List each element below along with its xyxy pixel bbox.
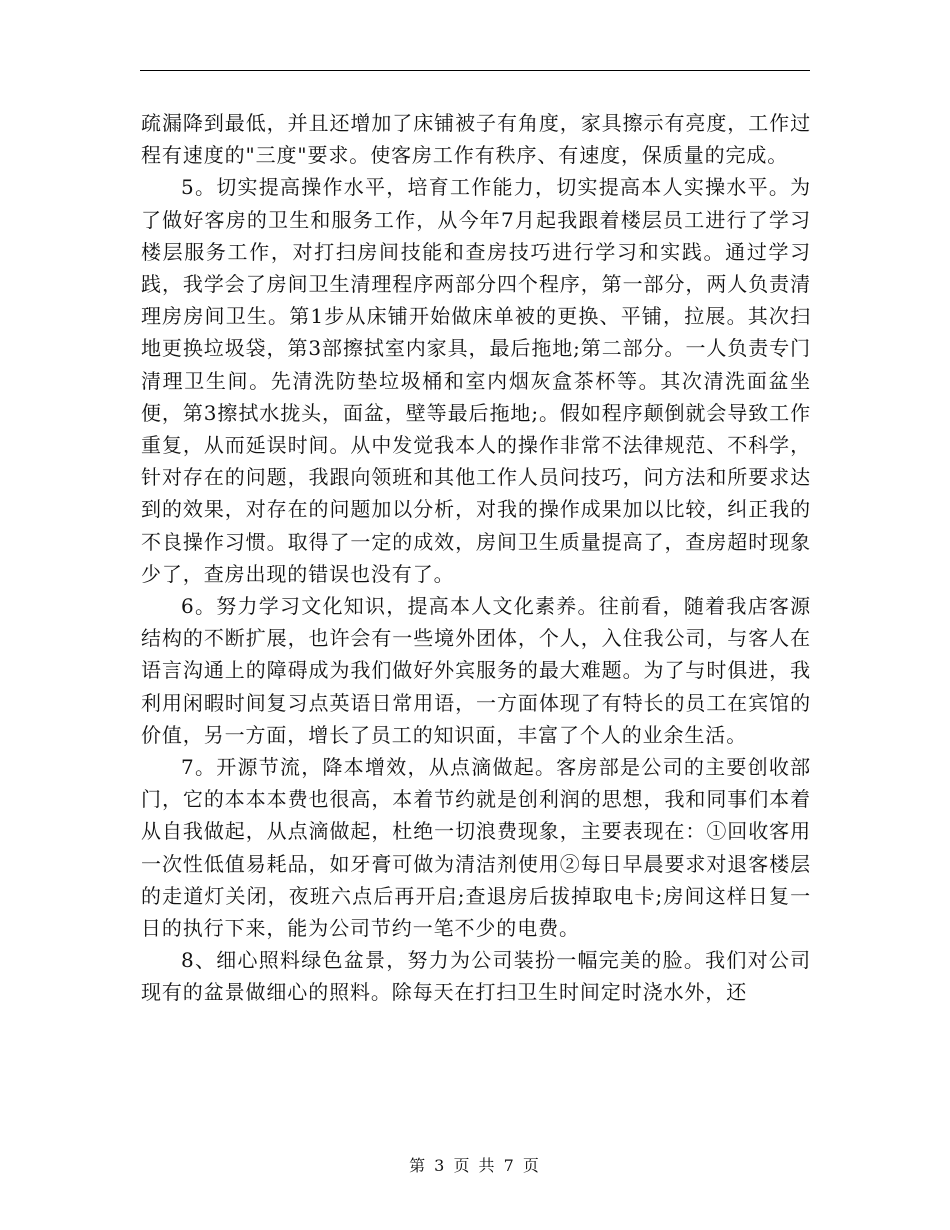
paragraph-continuation: 疏漏降到最低，并且还增加了床铺被子有角度，家具擦示有亮度，工作过程有速度的"三度"要求。使客房工作有秩序、有速度，保质量的完成。 — [141, 111, 811, 168]
paragraph-item-5: 5。切实提高操作水平，培育工作能力，切实提高本人实操水平。为了做好客房的卫生和服务工作，从今年7月起我跟着楼层员工进行了学习楼层服务工作，对打扫房间技能和查房技巧进行学习和实践。通过学习践，我学会了房间卫生清理程序两部分四个程序，第一部分，两人负责清理房房间卫生。第1步从床铺开始做床单被的更换、平铺，拉展。其次扫地更换垃圾袋，第3部擦拭室内家具，最后拖地;第二部分。一人负责专门清理卫生间。先清洗防垫垃圾桶和室内烟灰盒茶杯等。其次清洗面盆坐便，第3擦拭水拢头，面盆，壁等最后拖地;。假如程序颠倒就会导致工作重复，从而延误时间。从中发觉我本人的操作非常不法律规范、不科学，针对存在的问题，我跟向领班和其他工作人员问技巧，问方法和所要求达到的效果，对存在的问题加以分析，对我的操作成果加以比较，纠正我的不良操作习惯。取得了一定的成效，房间卫生质量提高了，查房超时现象少了，查房出现的错误也没有了。 — [141, 175, 811, 586]
document-body — [141, 107, 811, 1009]
page-footer: 第 3 页 共 7 页 — [409, 1156, 541, 1175]
paragraph-item-7: 7。开源节流，降本增效，从点滴做起。客房部是公司的主要创收部门，它的本本本费也很高，本着节约就是创利润的思想，我和同事们本着从自我做起，从点滴做起，杜绝一切浪费现象，主要表现在：①回收客用一次性低值易耗品，如牙膏可做为清洁剂使用②每日早晨要求对退客楼层的走道灯关闭，夜班六点后再开启;查退房后拔掉取电卡;房间这样日复一日的执行下来，能为公司节约一笔不少的电费。 — [141, 755, 811, 941]
header-rule — [140, 70, 810, 71]
paragraph-item-8: 8、细心照料绿色盆景，努力为公司装扮一幅完美的脸。我们对公司现有的盆景做细心的照料。除每天在打扫卫生时间定时浇水外，还 — [141, 948, 811, 1005]
paragraph-item-6: 6。努力学习文化知识，提高本人文化素养。往前看，随着我店客源结构的不断扩展，也许会有一些境外团体，个人，入住我公司，与客人在语言沟通上的障碍成为我们做好外宾服务的最大难题。为了与时俱进，我利用闲暇时间复习点英语日常用语，一方面体现了有特长的员工在宾馆的价值，另一方面，增长了员工的知识面，丰富了个人的业余生活。 — [141, 594, 811, 747]
